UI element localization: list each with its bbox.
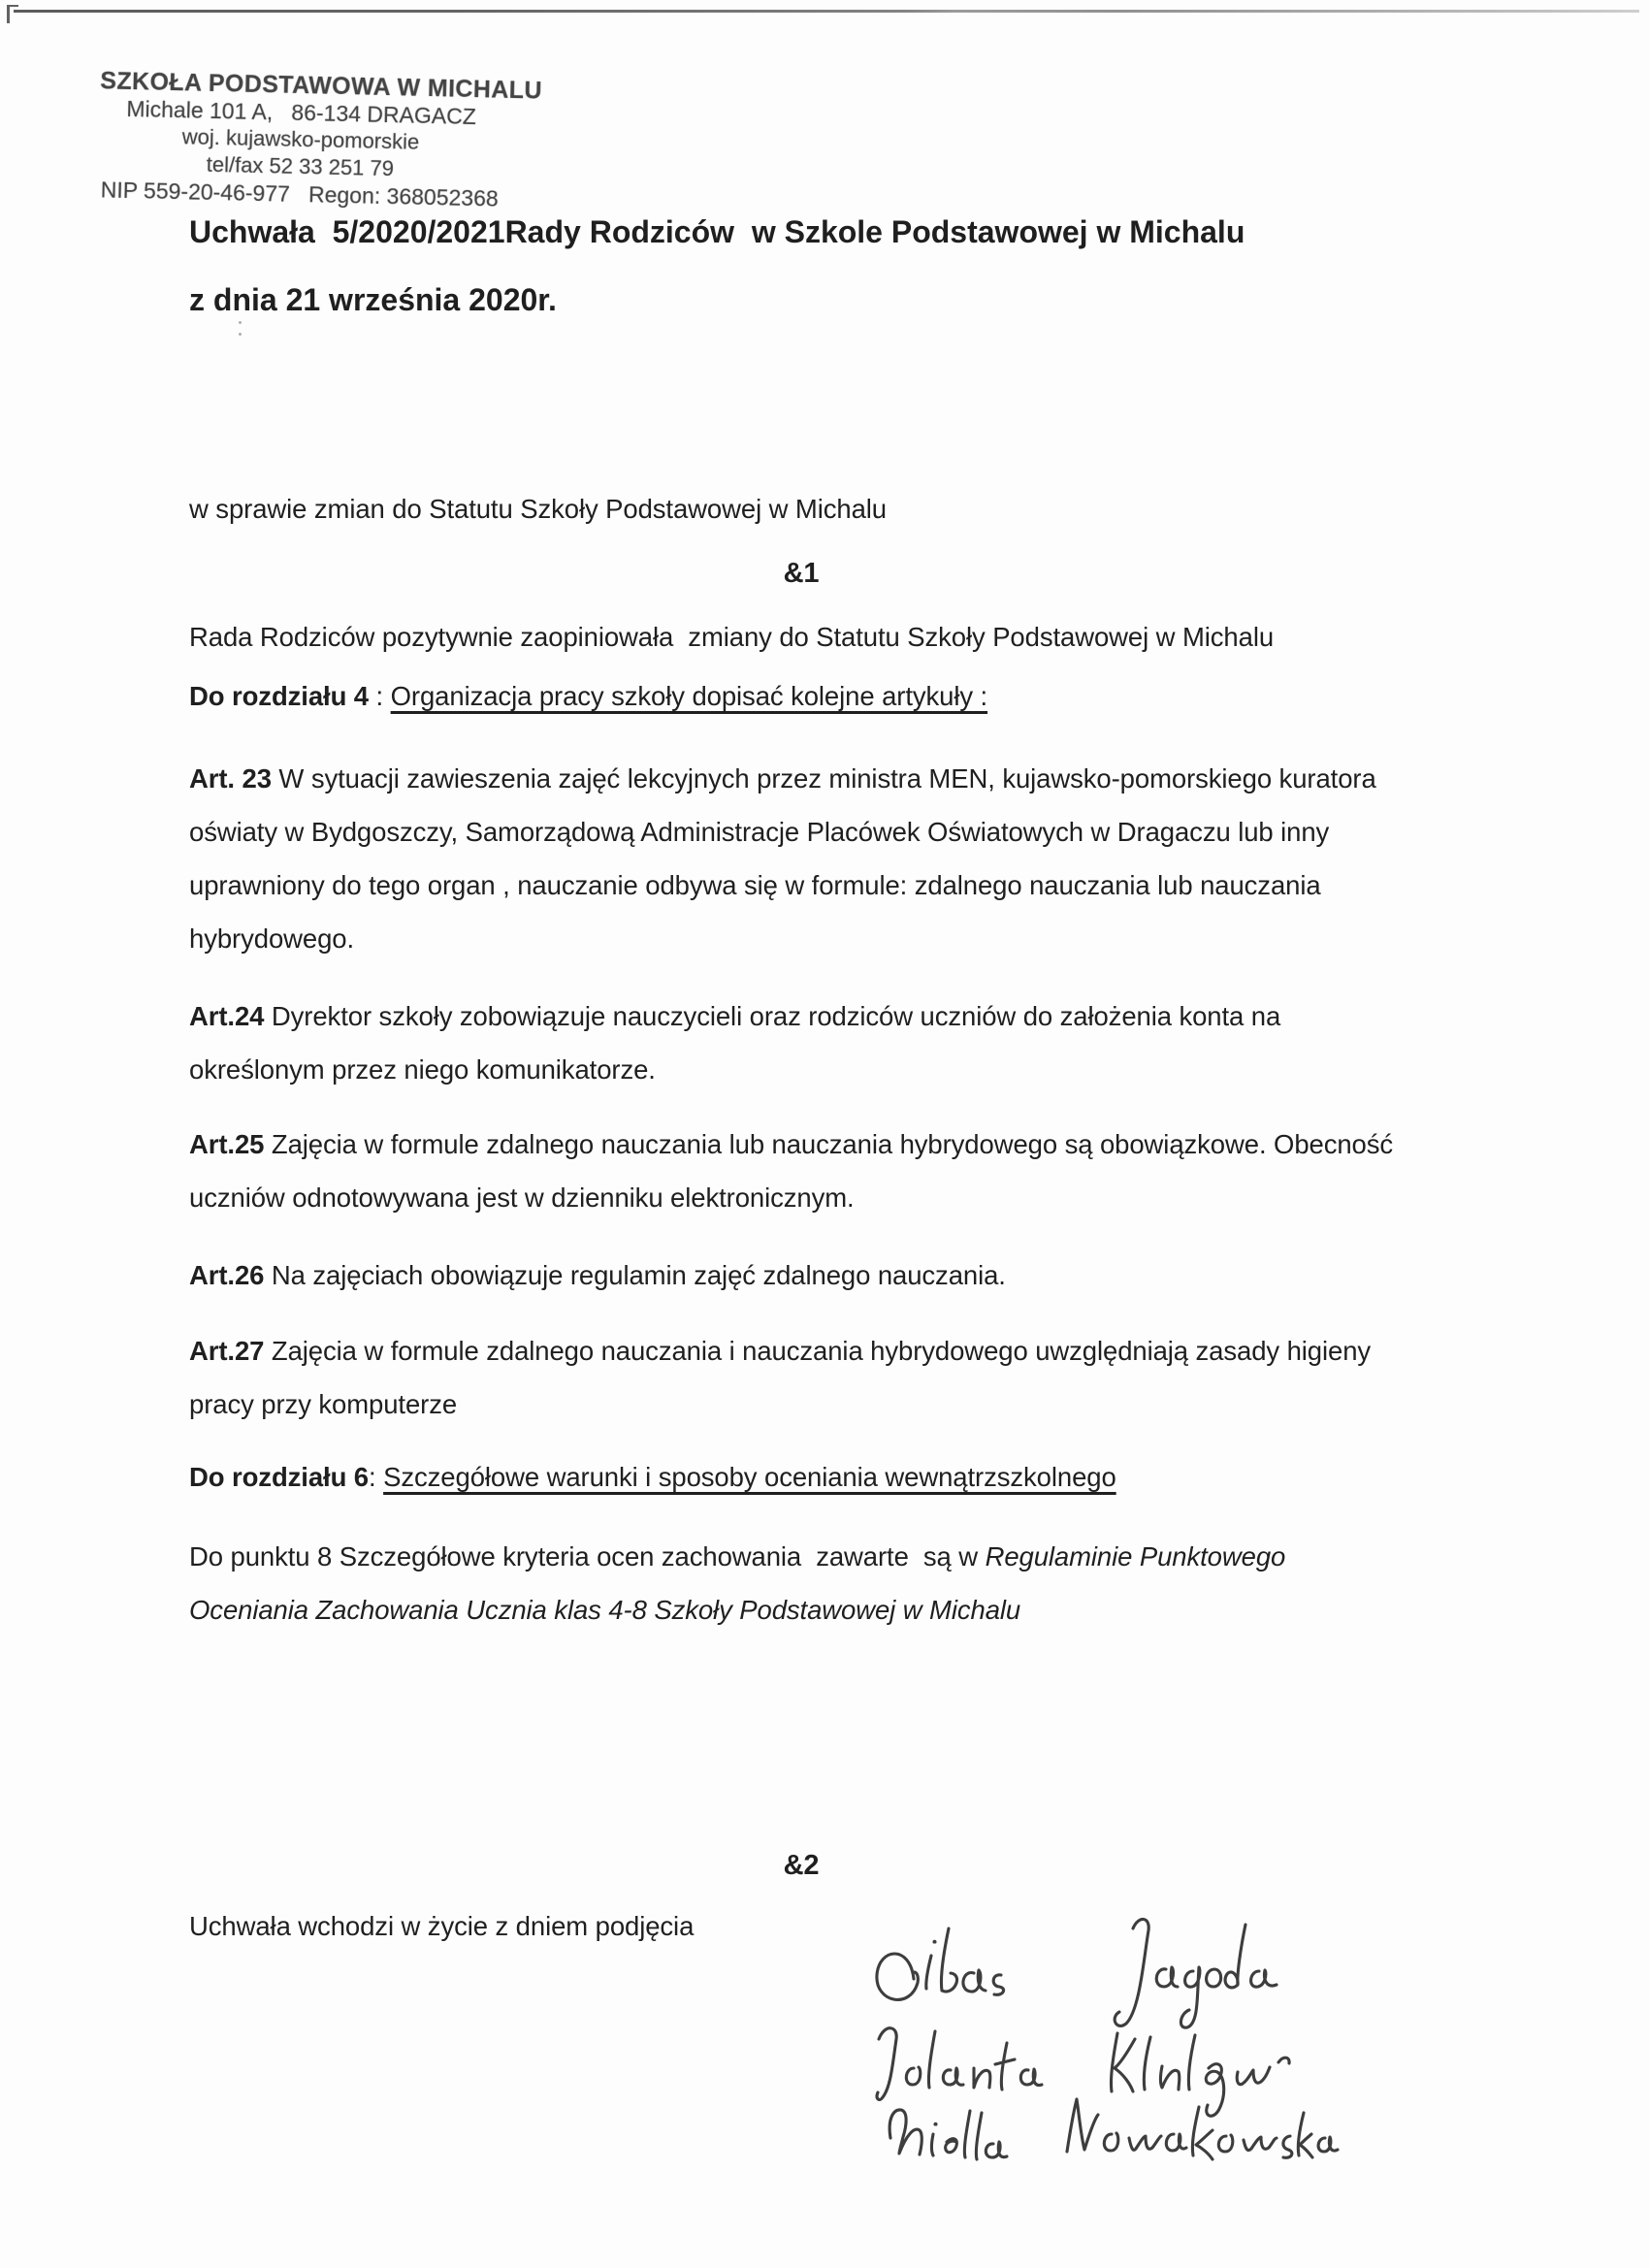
art-25-text-1: Zajęcia w formule zdalnego nauczania lub nauczania hybrydowego są obowiązkowe. Obecność bbox=[264, 1129, 1394, 1159]
art-23-text-1: W sytuacji zawieszenia zajęć lekcyjnych przez ministra MEN, kujawsko-pomorskiego kuratora bbox=[271, 763, 1376, 794]
stamp-phone: tel/fax 52 33 251 79 bbox=[206, 151, 395, 181]
stamp-province: woj. kujawsko-pomorskie bbox=[181, 124, 420, 154]
signature-jolanta bbox=[877, 2028, 1289, 2117]
closing-line: Uchwała wchodzi w życie z dniem podjęcia bbox=[189, 1911, 695, 1941]
stamp-school-name: SZKOŁA PODSTAWOWA W MICHALU bbox=[100, 67, 543, 105]
scan-artifact-line bbox=[14, 10, 1639, 13]
chapter-6-separator: : bbox=[369, 1462, 384, 1492]
art-24-text-1: Dyrektor szkoły zobowiązuje nauczycieli oraz rodziców uczniów do założenia konta na bbox=[264, 1001, 1281, 1031]
art-27-text-1: Zajęcia w formule zdalnego nauczania i nauczania hybrydowego uwzględniają zasady higieny bbox=[264, 1336, 1372, 1366]
signatures-block bbox=[854, 1901, 1368, 2183]
chapter-4-separator: : bbox=[369, 681, 391, 711]
art-27-line-2: pracy przy komputerze bbox=[189, 1389, 458, 1419]
art-23-line-4: hybrydowego. bbox=[189, 923, 355, 954]
stamp-nip-regon: NIP 559-20-46-977 Regon: 368052368 bbox=[100, 177, 500, 211]
art-27-line-1 bbox=[189, 1335, 1371, 1368]
opinion-line: Rada Rodziców pozytywnie zaopiniowała zmiany do Statutu Szkoły Podstawowej w Michalu bbox=[189, 622, 1275, 652]
art-25-label: Art.25 bbox=[189, 1129, 265, 1159]
art-23-line-3: uprawniony do tego organ , nauczanie odbywa się w formule: zdalnego nauczania lub nauczania bbox=[189, 870, 1321, 900]
chapter-6-label: Do rozdziału 6 bbox=[189, 1462, 370, 1492]
art-26-line-1 bbox=[189, 1259, 1006, 1292]
art-26-text-1: Na zajęciach obowiązuje regulamin zajęć zdalnego nauczania. bbox=[264, 1260, 1006, 1290]
point-8-normal-text: Do punktu 8 Szczegółowe kryteria ocen zachowania zawarte są w bbox=[189, 1541, 986, 1571]
point-8-line-1 bbox=[189, 1540, 1285, 1573]
art-23-line-2: oświaty w Bydgoszczy, Samorządową Administracje Placówek Oświatowych w Dragaczu lub inny bbox=[189, 817, 1330, 847]
section-2-mark: &2 bbox=[783, 1850, 820, 1881]
signature-gibas-jagoda bbox=[877, 1919, 1277, 2027]
point-8-line-2: Oceniania Zachowania Ucznia klas 4-8 Szkoły Podstawowej w Michalu bbox=[189, 1595, 1021, 1625]
art-24-line-2: określonym przez niego komunikatorze. bbox=[189, 1054, 656, 1085]
signature-mirella-nowakowska bbox=[889, 2099, 1338, 2159]
art-24-line-1 bbox=[189, 1000, 1280, 1033]
stamp-address: Michale 101 A, 86-134 DRAGACZ bbox=[126, 95, 477, 130]
chapter-4-label: Do rozdziału 4 bbox=[189, 681, 370, 711]
art-25-line-1 bbox=[189, 1128, 1393, 1161]
art-24-label: Art.24 bbox=[189, 1001, 265, 1031]
art-26-label: Art.26 bbox=[189, 1260, 265, 1290]
chapter-4-heading bbox=[189, 680, 987, 713]
resolution-date: z dnia 21 września 2020r. bbox=[189, 282, 557, 317]
subject-line: w sprawie zmian do Statutu Szkoły Podstawowej w Michalu bbox=[189, 494, 887, 524]
page-title: Uchwała 5/2020/2021Rady Rodziców w Szkole Podstawowej w Michalu bbox=[189, 214, 1245, 249]
section-1-mark: &1 bbox=[783, 558, 820, 589]
school-stamp bbox=[97, 67, 543, 211]
scan-artifact-colon bbox=[239, 321, 242, 337]
art-25-line-2: uczniów odnotowywana jest w dzienniku elektronicznym. bbox=[189, 1183, 855, 1213]
chapter-6-heading bbox=[189, 1461, 1116, 1494]
art-23-label: Art. 23 bbox=[189, 763, 272, 794]
chapter-4-text: Organizacja pracy szkoły dopisać kolejne artykuły : bbox=[390, 681, 988, 711]
point-8-italic-text-1: Regulaminie Punktowego bbox=[985, 1541, 1286, 1571]
scan-artifact-corner bbox=[7, 5, 18, 23]
art-27-label: Art.27 bbox=[189, 1336, 265, 1366]
art-23-line-1 bbox=[189, 762, 1376, 795]
chapter-6-text: Szczegółowe warunki i sposoby oceniania wewnątrzszkolnego bbox=[383, 1462, 1116, 1492]
